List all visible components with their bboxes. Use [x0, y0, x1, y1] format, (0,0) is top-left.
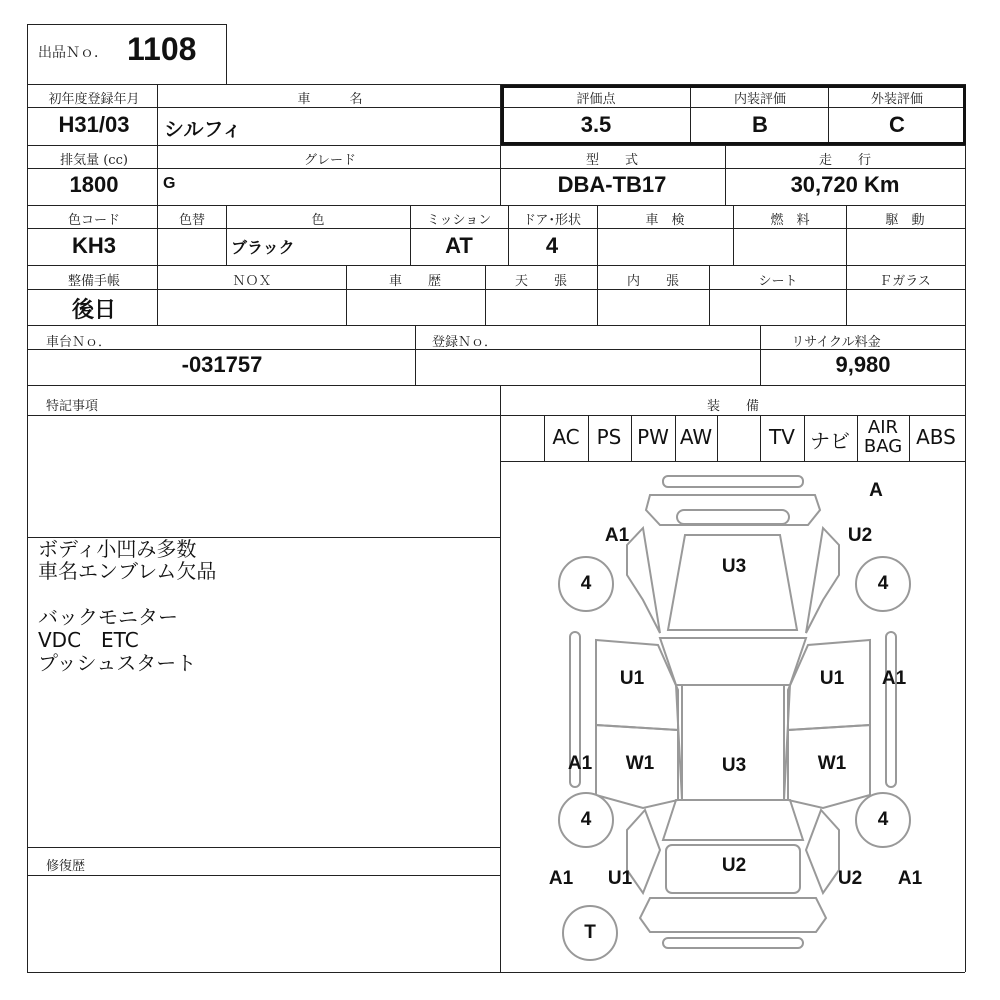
- mark-w1-right-rear-door: W1: [817, 753, 847, 774]
- windshield: [660, 638, 806, 685]
- exterior-label: 外装評価: [870, 92, 924, 107]
- color-code-label: 色コード: [67, 213, 121, 228]
- notes-line-1: ボディ小凹み多数: [38, 537, 197, 561]
- notes-line-5: VDC ETC: [38, 628, 139, 652]
- recycle-label: リサイクル料金: [791, 335, 881, 350]
- mission-value: AT: [445, 233, 473, 258]
- mark-u3-roof: U3: [721, 755, 747, 776]
- mark-u2-front-right: U2: [847, 525, 873, 546]
- mission-label: ミッション: [426, 213, 492, 228]
- mark-a1-rear-left: A1: [548, 868, 574, 889]
- glass-label: Ｆガラス: [879, 274, 931, 289]
- mark-a1-front-left: A1: [604, 525, 630, 546]
- history-label: 車 歴: [388, 274, 442, 289]
- mark-u1-rear-left: U1: [607, 868, 633, 889]
- seat-label: シート: [758, 274, 798, 289]
- equip-navi: ナビ: [810, 429, 850, 453]
- hood: [668, 535, 797, 630]
- roof: [682, 685, 784, 800]
- color-code-value: KH3: [71, 233, 117, 258]
- mark-u1-left-front-door: U1: [619, 668, 645, 689]
- mark-a1-right-pillar: A1: [881, 668, 907, 689]
- chassis-value: -031757: [181, 352, 263, 377]
- door-label: ドア･形状: [522, 213, 582, 228]
- interior-trim-label: 内 張: [626, 274, 680, 289]
- color-value: ブラック: [231, 240, 295, 257]
- equip-aw: AW: [679, 425, 713, 449]
- car-name-value: シルフィ: [164, 119, 242, 141]
- repaint-label: 色替: [178, 213, 206, 228]
- mark-tire-rr: 4: [877, 809, 889, 830]
- mark-tire-fl: 4: [580, 573, 592, 594]
- nox-label: ＮＯＸ: [232, 274, 272, 289]
- exterior-value: C: [889, 112, 905, 137]
- roof-label: 天 張: [514, 274, 568, 289]
- color-label: 色: [311, 213, 325, 228]
- notes-line-6: プッシュスタート: [38, 651, 197, 675]
- displacement-label: 排気量 (cc): [60, 153, 128, 168]
- equip-airbag: AIR BAG: [863, 417, 903, 457]
- registration-label: 登録Ｎｏ．: [432, 335, 498, 350]
- mileage-label: 走 行: [818, 153, 872, 168]
- lot-number-value: 1108: [127, 31, 197, 67]
- right-front-fender: [806, 528, 839, 633]
- grade-label: グレード: [303, 153, 357, 168]
- right-pillar: [886, 632, 896, 787]
- door-value: 4: [545, 233, 559, 258]
- repair-label: 修復歴: [46, 859, 86, 874]
- front-grille: [677, 510, 789, 524]
- interior-label: 内装評価: [733, 92, 787, 107]
- equipment-label: 装 備: [706, 399, 760, 414]
- equip-ps: PS: [596, 425, 622, 449]
- mark-a1-left-pillar: A1: [567, 753, 593, 774]
- mark-w1-left-rear-door: W1: [625, 753, 655, 774]
- notes-label: 特記事項: [46, 399, 99, 414]
- right-rear-fender: [806, 810, 839, 893]
- mark-a-top: A: [869, 480, 883, 501]
- equip-abs: ABS: [916, 425, 956, 449]
- inspection-label: 車 検: [645, 213, 685, 228]
- mark-u1-right-front-door: U1: [819, 668, 845, 689]
- grade-value: G: [163, 175, 176, 192]
- left-front-fender: [627, 528, 660, 633]
- lot-number-label: 出品Ｎｏ．: [38, 45, 108, 61]
- recycle-value: 9,980: [835, 352, 891, 377]
- mark-u3-hood: U3: [721, 556, 747, 577]
- car-name-label: 車 名: [297, 92, 363, 107]
- mileage-value: 30,720 Km: [790, 172, 900, 197]
- equip-pw: PW: [637, 425, 669, 449]
- fuel-label: 燃 料: [770, 213, 810, 228]
- first-reg-value: H31/03: [58, 112, 130, 137]
- front-bumper-top: [663, 476, 803, 487]
- mark-tire-fr: 4: [877, 573, 889, 594]
- rear-bumper: [640, 898, 826, 932]
- notes-line-4: バックモニター: [38, 605, 178, 629]
- first-reg-label: 初年度登録年月: [48, 92, 140, 107]
- mark-u2-rear-right: U2: [837, 868, 863, 889]
- record-label: 整備手帳: [67, 274, 121, 289]
- notes-line-2: 車名エンブレム欠品: [38, 559, 217, 583]
- score-label: 評価点: [576, 92, 616, 107]
- rear-window: [663, 800, 803, 840]
- equip-tv: TV: [769, 425, 795, 449]
- mark-a1-rear-right: A1: [897, 868, 923, 889]
- drive-label: 駆 動: [885, 213, 925, 228]
- score-value: 3.5: [580, 112, 612, 137]
- model-value: DBA-TB17: [557, 172, 667, 197]
- mark-tire-rl: 4: [580, 809, 592, 830]
- mark-spare-tire: T: [584, 922, 596, 943]
- record-value: 後日: [71, 297, 117, 322]
- displacement-value: 1800: [69, 172, 119, 197]
- mark-u2-trunk: U2: [721, 855, 747, 876]
- model-label: 型 式: [585, 153, 639, 168]
- rear-bumper-bottom: [663, 938, 803, 948]
- interior-value: B: [752, 112, 768, 137]
- chassis-label: 車台Ｎｏ．: [46, 335, 112, 350]
- equip-ac: AC: [552, 425, 580, 449]
